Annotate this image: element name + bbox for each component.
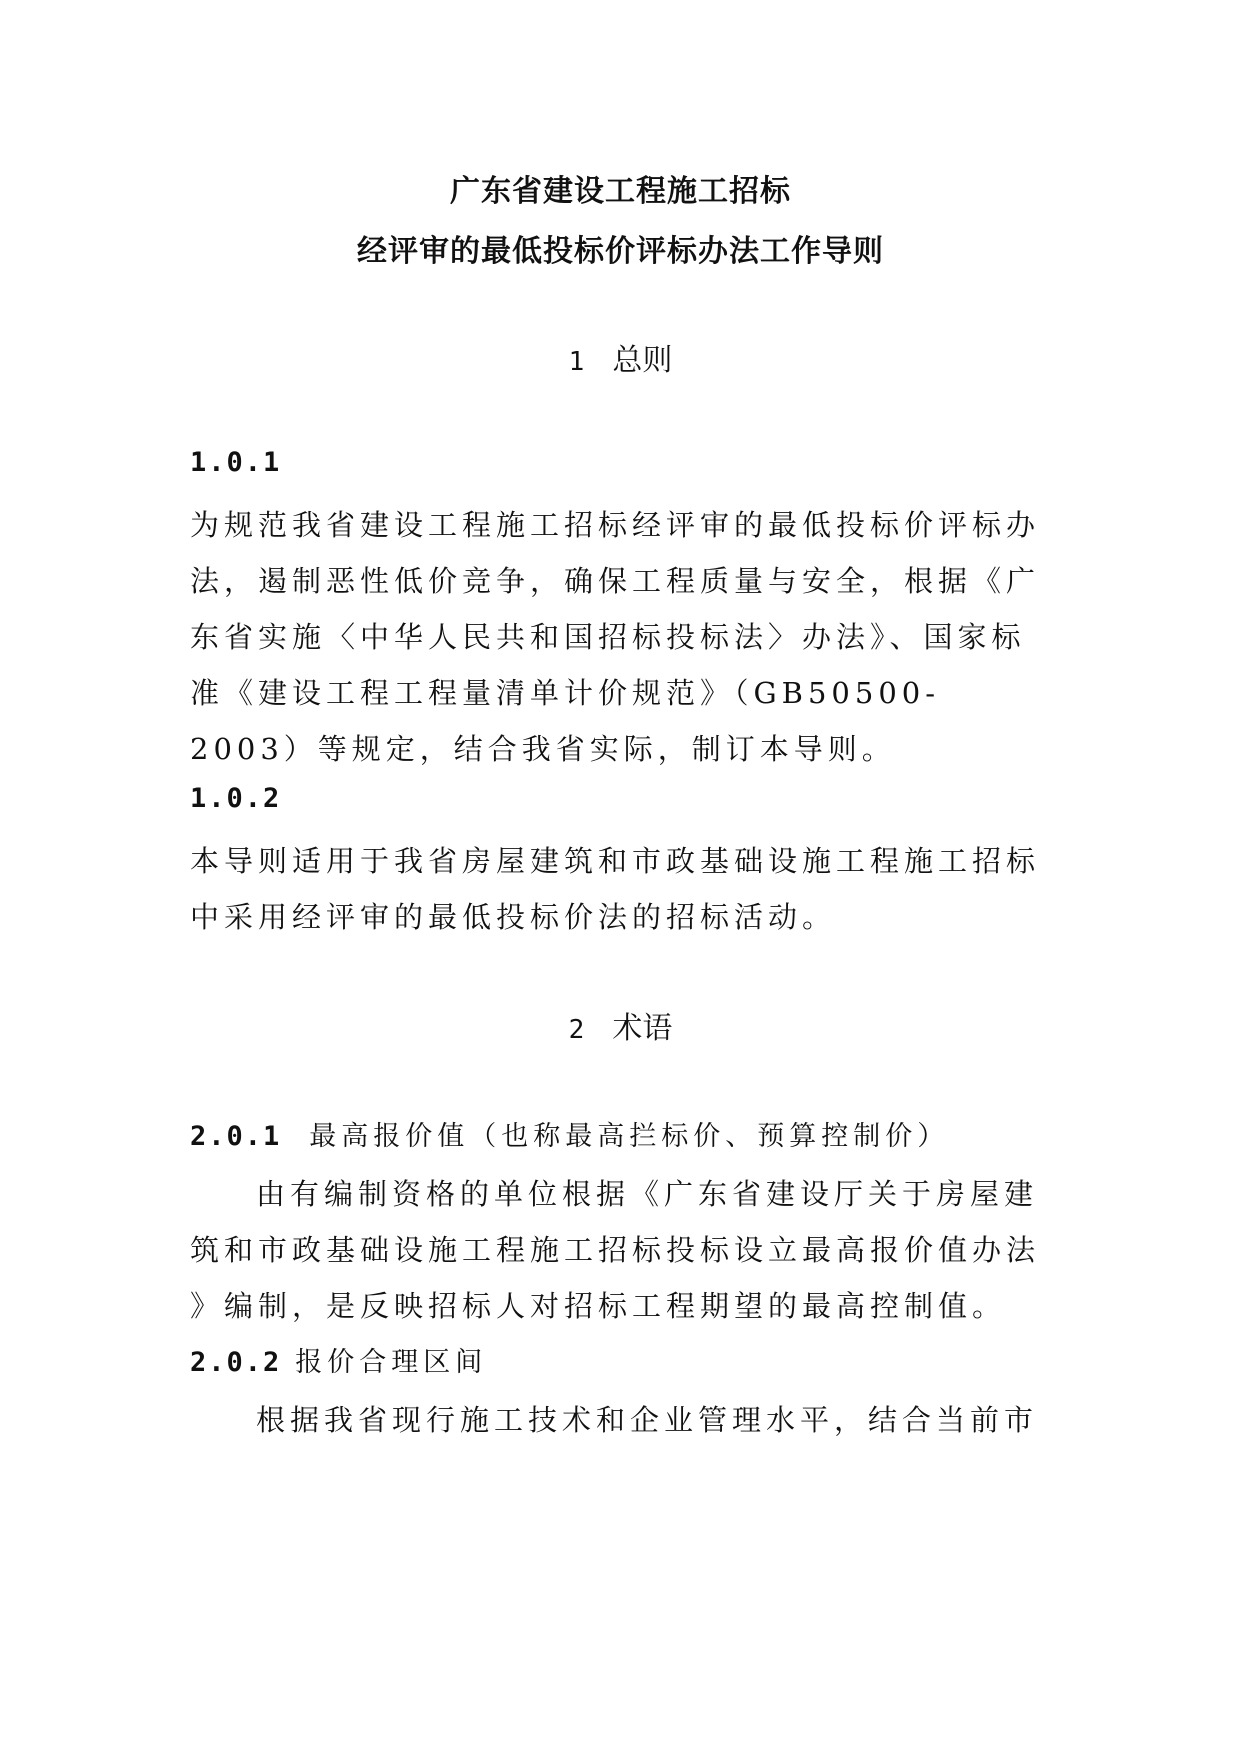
document-title-line-1: 广东省建设工程施工招标: [450, 174, 791, 209]
clause-1-0-1-number: 1.0.1: [190, 447, 282, 478]
clause-2-0-1-number: 2.0.1: [190, 1121, 282, 1152]
clause-1-0-1-line: 东省实施〈中华人民共和国招标投标法〉办法》、国家标: [190, 620, 1026, 654]
clause-2-0-2-heading: [190, 1340, 487, 1379]
clause-2-0-2-term: 报价合理区间: [295, 1347, 488, 1378]
clause-2-0-1-line: 由有编制资格的单位根据《广东省建设厅关于房屋建: [256, 1177, 1039, 1211]
document-title-line-2: 经评审的最低投标价评标办法工作导则: [357, 234, 884, 269]
clause-2-0-1-line: 筑和市政基础设施工程施工招标投标设立最高报价值办法: [190, 1233, 1041, 1267]
chapter-1-title: 总则: [612, 343, 673, 378]
chapter-2-title: 术语: [612, 1011, 673, 1046]
clause-1-0-1-line: 法，遏制恶性低价竞争，确保工程质量与安全，根据《广: [190, 564, 1041, 598]
clause-1-0-1-line: 准《建设工程工程量清单计价规范》（GB50500-: [190, 676, 941, 710]
chapter-2-number: 2: [568, 1015, 585, 1045]
clause-2-0-1-term: 最高报价值（也称最高拦标价、预算控制价）: [309, 1121, 950, 1152]
clause-1-0-1-line: 为规范我省建设工程施工招标经评审的最低投标价评标办: [190, 508, 1041, 542]
clause-2-0-2-number: 2.0.2: [190, 1347, 282, 1378]
chapter-1-number: 1: [568, 347, 585, 377]
chapter-1-heading: [0, 335, 1241, 379]
clause-1-0-2-line: 本导则适用于我省房屋建筑和市政基础设施工程施工招标: [190, 844, 1041, 878]
clause-1-0-2-number: 1.0.2: [190, 783, 282, 814]
clause-2-0-2-line: 根据我省现行施工技术和企业管理水平，结合当前市: [256, 1403, 1039, 1437]
clause-2-0-1-heading: [190, 1114, 949, 1153]
chapter-2-heading: [0, 1003, 1241, 1047]
clause-2-0-1-line: 》编制，是反映招标人对招标工程期望的最高控制值。: [190, 1289, 1007, 1323]
clause-1-0-1-line: 2003）等规定，结合我省实际，制订本导则。: [190, 732, 896, 766]
clause-1-0-2-line: 中采用经评审的最低投标价法的招标活动。: [190, 900, 837, 934]
